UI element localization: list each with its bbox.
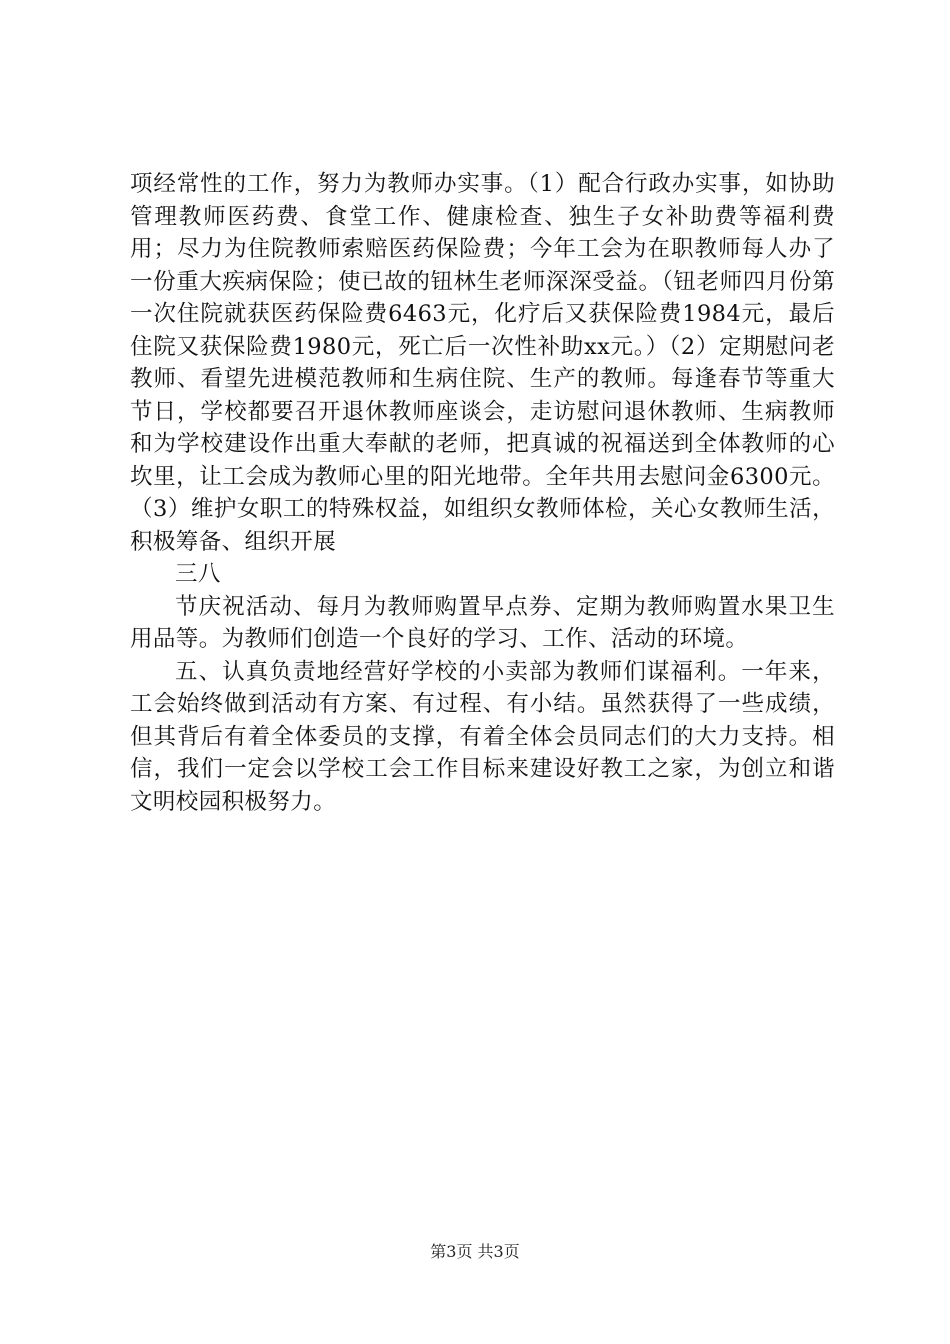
document-body [130,168,835,818]
paragraph-festival-activities: 节庆祝活动、每月为教师购置早点券、定期为教师购置水果卫生用品等。为教师们创造一个良好的学习、工作、活动的环境。 [130,593,835,652]
paragraph-sanba: 三八 [175,561,221,587]
paragraph-section-five: 五、认真负责地经营好学校的小卖部为教师们谋福利。一年来，工会始终做到活动有方案、有过程、有小结。虽然获得了一些成绩，但其背后有着全体委员的支撑，有着全体会员同志们的大力支持。相信，我们一定会以学校工会工作目标来建设好教工之家，为创立和谐文明校园积极努力。 [130,658,835,815]
paragraph-welfare-work: 项经常性的工作，努力为教师办实事。（1）配合行政办实事，如协助管理教师医药费、食堂工作、健康检查、独生子女补助费等福利费用；尽力为住院教师索赔医药保险费；今年工会为在职教师每人办了一份重大疾病保险；使已故的钮林生老师深深受益。（钮老师四月份第一次住院就获医药保险费6463元，化疗后又获保险费1984元，最后住院又获保险费1980元，死亡后一次性补助xx元。）（2）定期慰问老教师、看望先进模范教师和生病住院、生产的教师。每逢春节等重大节日，学校都要召开退休教师座谈会，走访慰问退休教师、生病教师和为学校建设作出重大奉献的老师，把真诚的祝福送到全体教师的心坎里，让工会成为教师心里的阳光地带。全年共用去慰问金6300元。（3）维护女职工的特殊权益，如组织女教师体检，关心女教师生活，积极筹备、组织开展 [130,171,835,555]
page-footer: 第3页 共3页 [430,1242,520,1261]
